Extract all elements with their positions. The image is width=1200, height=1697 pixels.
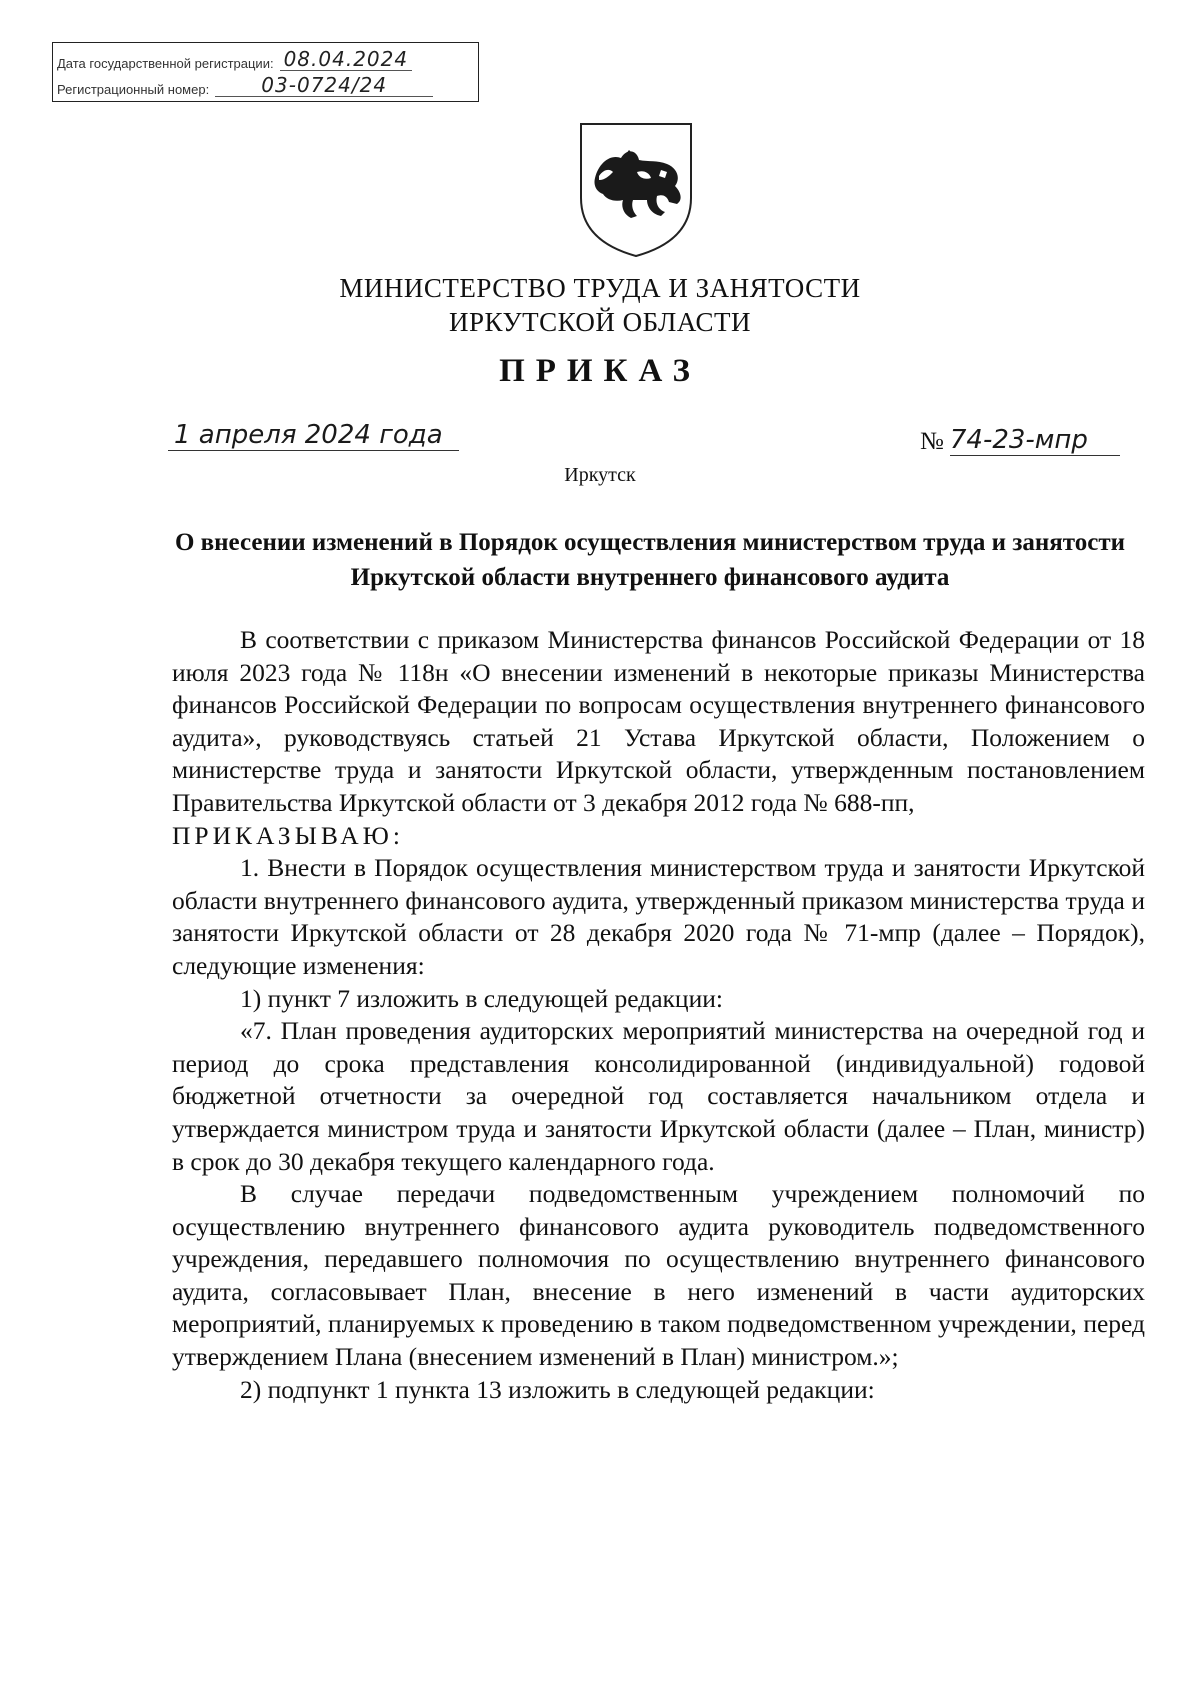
registration-stamp: [52, 42, 479, 102]
order-title: О внесении изменений в Порядок осуществления министерством труда и занятости Иркутской области внутреннего финансового аудита: [174, 529, 1126, 591]
paragraph-delegation: В случае передачи подведомственным учреждением полномочий по осуществлению внутреннего финансового аудита руководитель подведомственного учреждения, передавшего полномочия по осуществлению внутреннего финансового аудита, согласовывает План, внесение в него изменений в части аудиторских мероприятий, планируемых к проведению в таком подведомственном учреждении, перед утверждением Плана (внесением изменений в План) министром.»;: [172, 1179, 1145, 1372]
paragraph-preamble: В соответствии с приказом Министерства финансов Российской Федерации от 18 июля 2023 года № 118н «О внесении изменений в некоторые приказы Министерства финансов Российской Федерации по вопросам осуществления внутреннего финансового аудита», руководствуясь статьей 21 Устава Иркутской области, Положением о министерстве труда и занятости Иркутской области, утвержденным постановлением Правительства Иркутской области от 3 декабря 2012 года № 688-пп,: [172, 625, 1145, 817]
order-number-handwritten: 74-23-мпр: [950, 425, 1120, 456]
city-name: Иркутск: [564, 464, 636, 486]
ministry-name-line2: ИРКУТСКОЙ ОБЛАСТИ: [449, 307, 751, 337]
order-number: [920, 425, 1120, 456]
registration-date-label: Дата государственной регистрации:: [57, 56, 274, 71]
paragraph-subitem-2: 2) подпункт 1 пункта 13 изложить в следующей редакции:: [240, 1374, 875, 1404]
order-body: [172, 624, 1145, 1406]
registration-date-row: [57, 45, 412, 71]
paragraph-point-7: «7. План проведения аудиторских мероприятий министерства на очередной год и период до срока представления консолидированной (индивидуальной) годовой бюджетной отчетности за очередной год составляется начальником отдела и утверждается министром труда и занятости Иркутской области (далее – План, министр) в срок до 30 декабря текущего календарного года.: [172, 1016, 1145, 1176]
registration-number-label: Регистрационный номер:: [57, 82, 210, 97]
number-sign: №: [920, 428, 944, 455]
paragraph-subitem-1: 1) пункт 7 изложить в следующей редакции:: [240, 983, 723, 1013]
registration-number-row: [57, 71, 433, 97]
coat-of-arms-icon: [577, 120, 695, 260]
ministry-name-line1: МИНИСТЕРСТВО ТРУДА И ЗАНЯТОСТИ: [339, 273, 861, 303]
registration-date-value: 08.04.2024: [280, 48, 413, 71]
registration-number-value: 03-0724/24: [215, 74, 433, 97]
document-type-heading: ПРИКАЗ: [499, 353, 701, 389]
paragraph-item-1: 1. Внести в Порядок осуществления министерством труда и занятости Иркутской области внутреннего финансового аудита, утвержденный приказом министерства труда и занятости Иркутской области от 28 декабря 2020 года № 71-мпр (далее – Порядок), следующие изменения:: [172, 853, 1145, 980]
order-date-handwritten: 1 апреля 2024 года: [168, 420, 459, 451]
paragraph-order-word: ПРИКАЗЫВАЮ:: [172, 820, 404, 850]
